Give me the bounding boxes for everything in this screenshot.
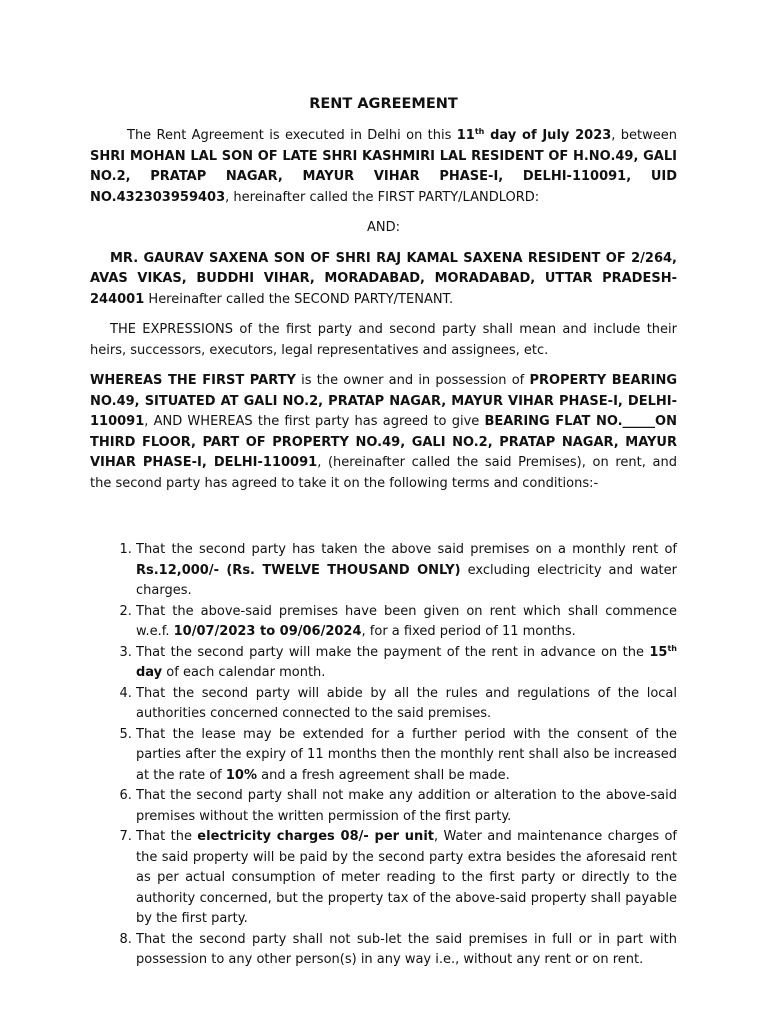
intro-text: , between: [611, 128, 677, 143]
electricity-charges: electricity charges 08/- per unit: [197, 829, 434, 844]
tenant-text: Hereinafter called the SECOND PARTY/TENANT.: [144, 291, 454, 307]
property-details: PROPERTY BEARING NO.49, SITUATED AT GALI NO.2, PRATAP NAGAR, MAYUR VIHAR PHASE-I, DELHI-110091: [90, 373, 677, 429]
term-item-6: 6. That the second party shall not make any addition or alteration to the above-said premises without the written permission of the first party.: [136, 786, 677, 827]
intro-text: The Rent Agreement is executed in Delhi on this: [127, 128, 457, 143]
landlord-details: SHRI MOHAN LAL SON OF LATE SHRI KASHMIRI LAL RESIDENT OF H.NO.49, GALI NO.2, PRATAP NAGAR, MAYUR VIHAR PHASE-I, DELHI-110091, UID NO.432303959403: [90, 148, 677, 205]
whereas-paragraph: [90, 371, 677, 494]
rent-increase-rate: 10%: [225, 767, 257, 783]
whereas-text: , (hereinafter called the said Premises), on rent, and the second party has agreed to take it on the following terms and conditions:-: [90, 455, 677, 491]
payment-day: 15: [649, 644, 668, 660]
term-item-4: 4. That the second party will abide by all the rules and regulations of the local authorities concerned connected to the said premises.: [136, 684, 677, 725]
intro-date: day of July 2023: [484, 128, 612, 143]
terms-list: [90, 540, 677, 971]
document-title: RENT AGREEMENT: [309, 96, 458, 112]
whereas-first-party: WHEREAS THE FIRST PARTY: [90, 373, 296, 388]
intro-paragraph: [90, 126, 677, 208]
intro-day-suffix: th: [474, 127, 485, 136]
rent-period: 10/07/2023 to 09/06/2024: [173, 624, 362, 639]
document-page: [90, 94, 677, 971]
term-item-7: 7. That the electricity charges 08/- per unit, Water and maintenance charges of the said property will be paid by the second party extra besides the aforesaid rent as per actual consumption of meter reading to the first party or directly to the authority concerned, but the property tax of the above-said property shall payable by the first party.: [136, 827, 677, 930]
term-item-2: 2. That the above-said premises have been given on rent which shall commence w.e.f. 10/07/2023 to 09/06/2024, for a fixed period of 11 months.: [136, 602, 677, 643]
tenant-details: MR. GAURAV SAXENA SON OF SHRI RAJ KAMAL SAXENA RESIDENT OF 2/264, AVAS VIKAS, BUDDHI VIHAR, MORADABAD, MORADABAD, UTTAR PRADESH-244001: [90, 250, 677, 307]
expressions-paragraph: THE EXPRESSIONS of the first party and second party shall mean and include their heirs, successors, executors, legal representatives and assignees, etc.: [90, 322, 677, 358]
tenant-paragraph: [90, 249, 677, 311]
term-item-3: 3. That the second party will make the payment of the rent in advance on the 15th day of each calendar month.: [136, 643, 677, 684]
whereas-text: is the owner and in possession of: [295, 373, 530, 388]
flat-details: BEARING FLAT NO._____ON THIRD FLOOR, PART OF PROPERTY NO.49, GALI NO.2, PRATAP NAGAR, MAYUR VIHAR PHASE-I, DELHI-110091: [90, 414, 677, 470]
term-item-1: 1. That the second party has taken the above said premises on a monthly rent of Rs.12,000/- (Rs. TWELVE THOUSAND ONLY) excluding electricity and water charges.: [136, 540, 677, 602]
and-separator: AND:: [366, 220, 400, 235]
rent-amount: Rs.12,000/- (Rs. TWELVE THOUSAND ONLY): [136, 562, 461, 578]
intro-day: 11: [456, 128, 475, 143]
intro-text: , hereinafter called the FIRST PARTY/LANDLORD:: [225, 189, 540, 205]
term-item-5: 5. That the lease may be extended for a further period with the consent of the parties after the expiry of 11 months then the monthly rent shall also be increased at the rate of 10% and a fresh agreement shall be made.: [136, 725, 677, 787]
term-item-8: 8. That the second party shall not sub-let the said premises in full or in part with possession to any other person(s) in any way i.e., without any rent or on rent.: [136, 930, 677, 971]
whereas-text: , AND WHEREAS the first party has agreed to give: [144, 414, 485, 429]
